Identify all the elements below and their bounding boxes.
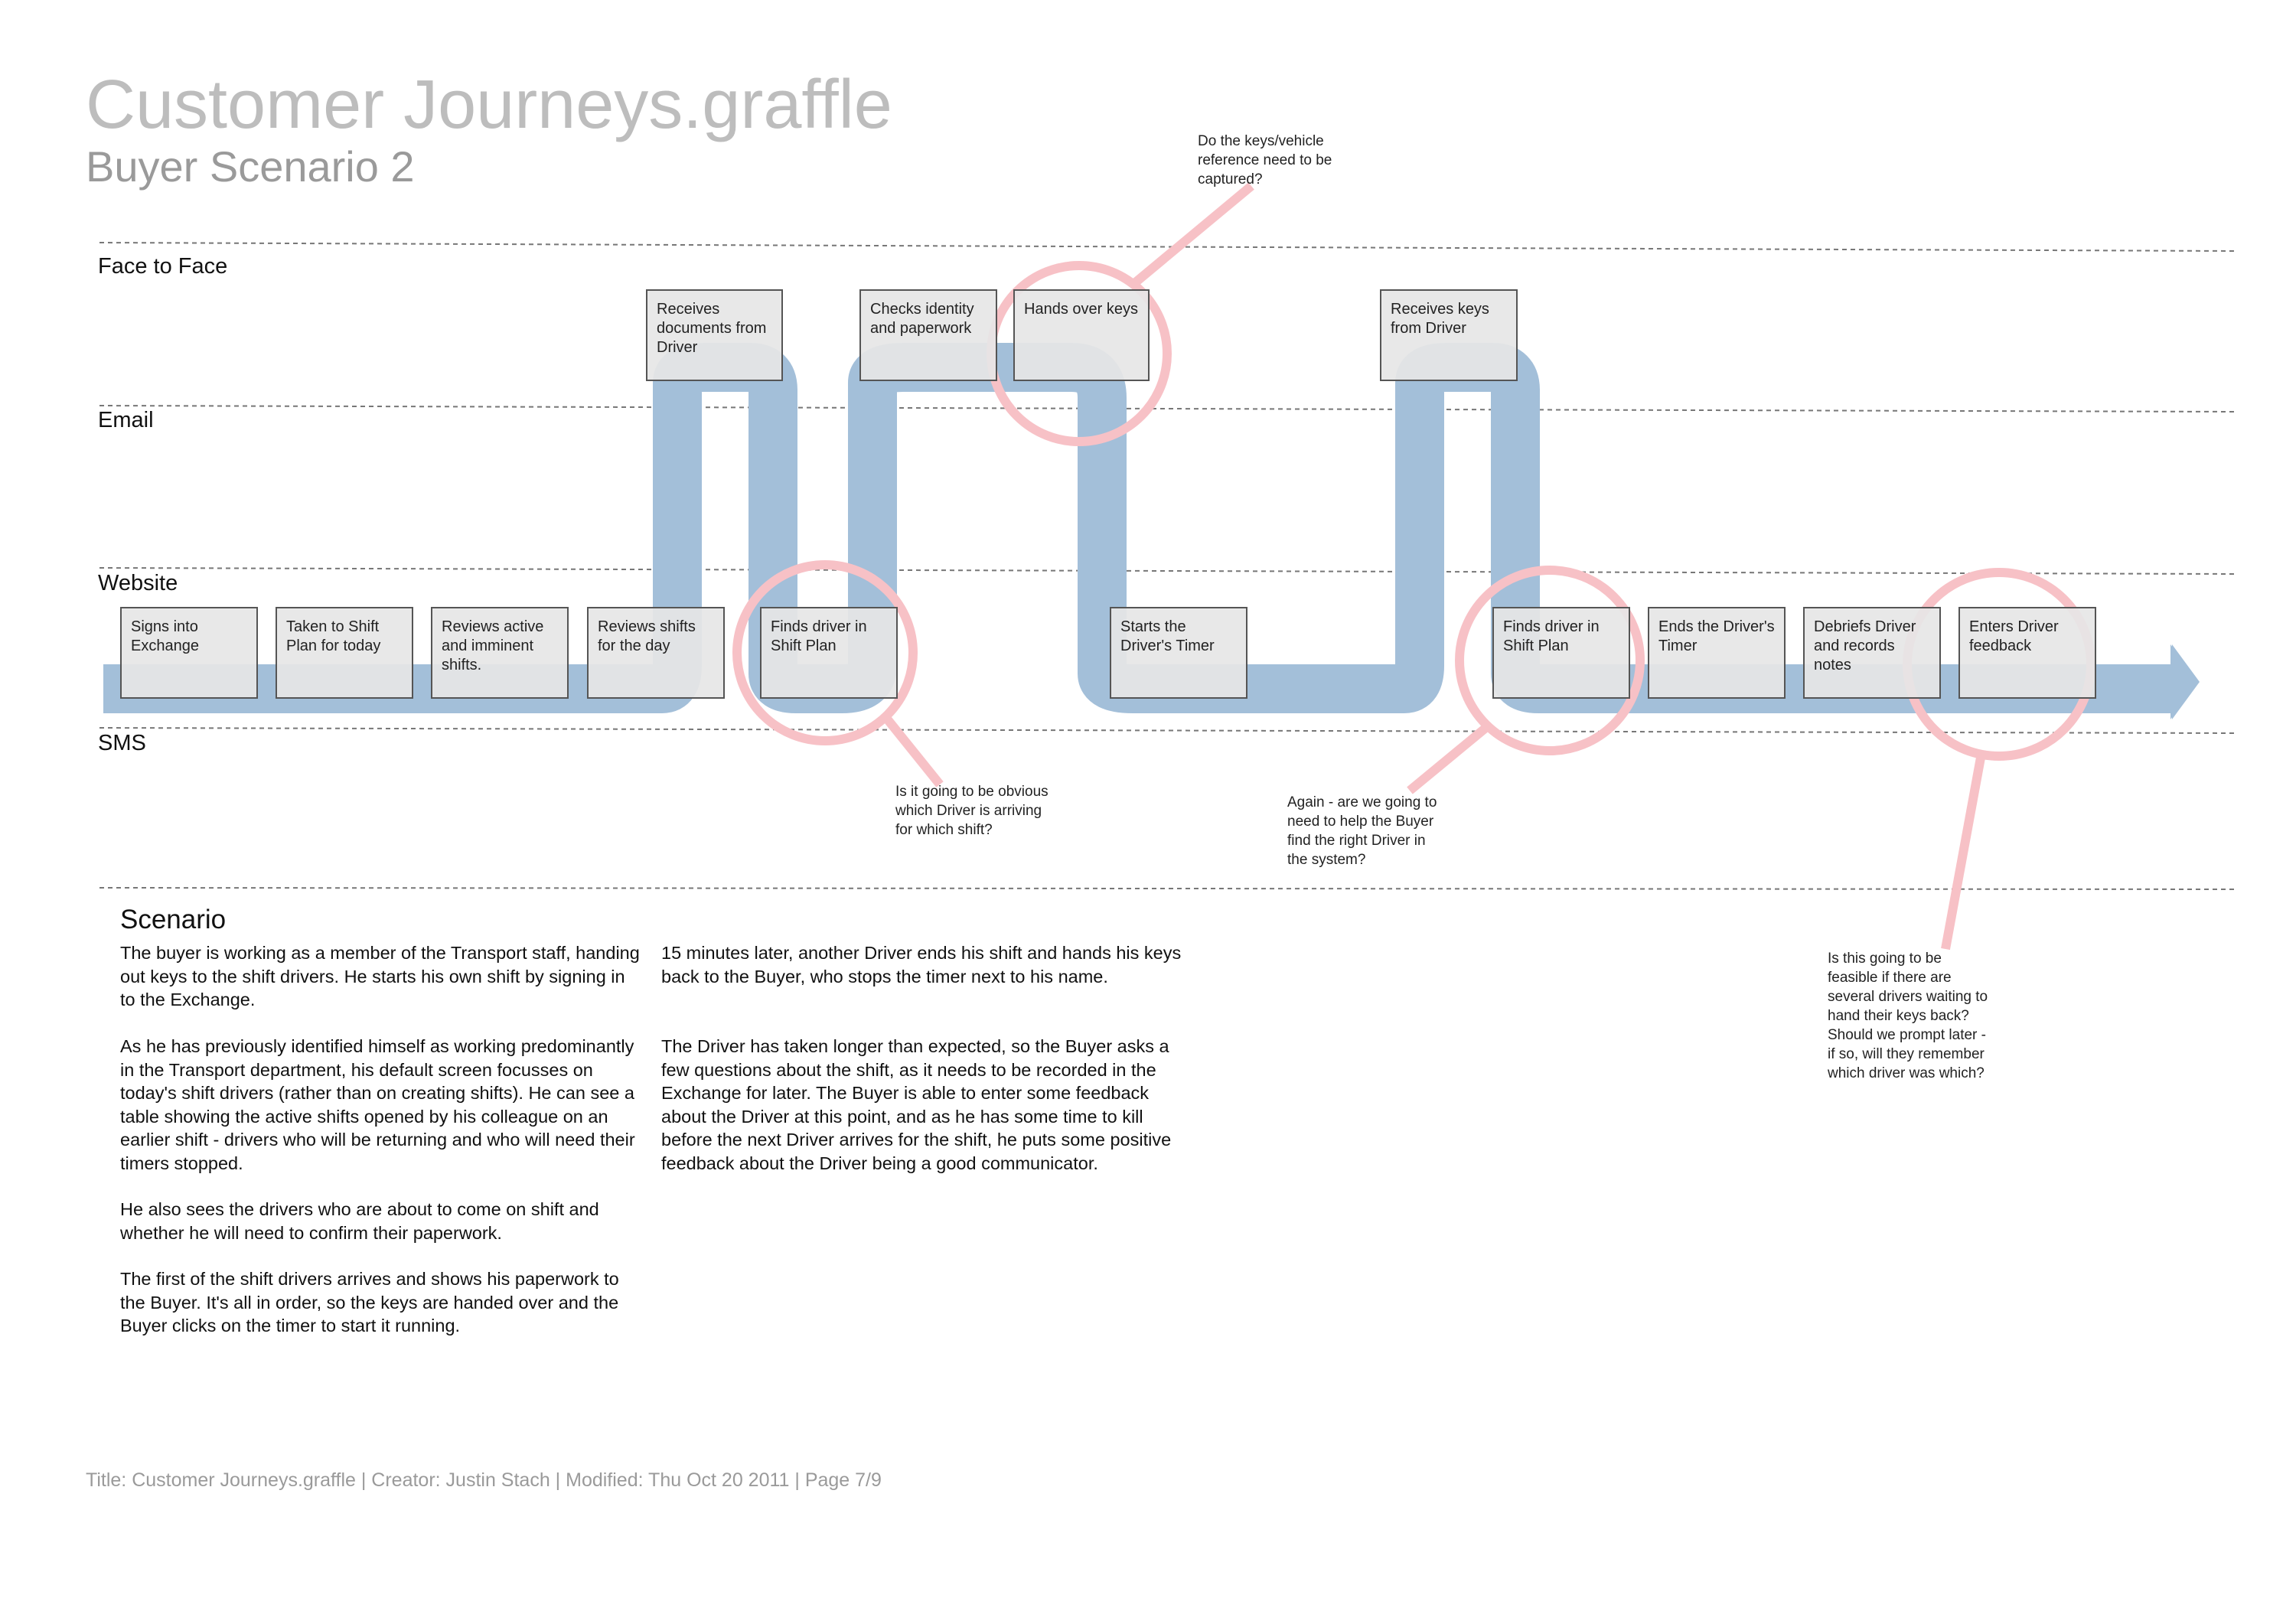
page-title: Customer Journeys.graffle: [86, 67, 892, 143]
divider-email-website: [99, 568, 2235, 574]
step-reviews-shifts-for-day: Reviews shifts for the day: [587, 607, 725, 699]
scenario-heading: Scenario: [120, 905, 227, 934]
highlight-callout-keys: [1133, 186, 1251, 285]
step-finds-driver-2: Finds driver in Shift Plan: [1492, 607, 1630, 699]
step-checks-identity: Checks identity and paperwork: [859, 289, 997, 381]
scenario-paragraph: As he has previously identified himself as working predominantly in the Transport department, his default screen focusses on today's shift drivers (rather than on creating shifts). He can see a table showing the active shifts opened by his colleague on an earlier shift - drivers who will be returning and who will need their timers stopped.: [120, 1036, 635, 1173]
note-feasible-waiting: Is this going to be feasible if there are several drivers waiting to hand their keys back? Should we prompt later - if so, will they remember which driver was which?: [1828, 951, 1988, 1081]
scenario-paragraph: The buyer is working as a member of the Transport staff, handing out keys to the shift drivers. He starts his own shift by signing in to the Exchange.: [120, 943, 640, 1009]
lane-label-email: Email: [98, 408, 154, 432]
scenario-paragraph: 15 minutes later, another Driver ends his shift and hands his keys back to the Buyer, who stops the timer next to his name.: [661, 943, 1182, 986]
divider-face-email: [99, 406, 2235, 412]
lane-label-face-to-face: Face to Face: [98, 254, 228, 279]
step-hands-over-keys: Hands over keys: [1013, 289, 1150, 381]
divider-sms-scenario: [99, 888, 2235, 889]
page-subtitle: Buyer Scenario 2: [86, 142, 415, 191]
step-enters-feedback: Enters Driver feedback: [1958, 607, 2096, 699]
note-keys-reference: Do the keys/vehicle reference need to be captured?: [1198, 133, 1332, 188]
divider-website-sms: [99, 728, 2235, 733]
step-debriefs-driver: Debriefs Driver and records notes: [1803, 607, 1941, 699]
page-footer: Title: Customer Journeys.graffle | Creator: Justin Stach | Modified: Thu Oct 20 2011 | Page 7/9: [86, 1469, 882, 1491]
lane-label-sms: SMS: [98, 731, 146, 755]
divider-top: [99, 243, 2235, 251]
step-receives-documents: Receives documents from Driver: [646, 289, 783, 381]
journey-arrowhead-tip: [2170, 644, 2198, 719]
highlight-callout-feedback: [1945, 758, 1981, 949]
scenario-paragraph: He also sees the drivers who are about to come on shift and whether he will need to confirm their paperwork.: [120, 1199, 599, 1243]
step-signs-into-exchange: Signs into Exchange: [120, 607, 258, 699]
step-receives-keys: Receives keys from Driver: [1380, 289, 1518, 381]
highlight-callout-finds-driver-2: [1410, 726, 1489, 791]
scenario-paragraph: The first of the shift drivers arrives and shows his paperwork to the Buyer. It's all in order, so the keys are handed over and the Buyer clicks on the timer to start it running.: [120, 1269, 619, 1335]
step-reviews-active-shifts: Reviews active and imminent shifts.: [431, 607, 569, 699]
note-help-buyer-find: Again - are we going to need to help the Buyer find the right Driver in the system?: [1287, 794, 1437, 868]
note-obvious-driver: Is it going to be obvious which Driver is arriving for which shift?: [895, 784, 1049, 838]
scenario-paragraph: The Driver has taken longer than expected, so the Buyer asks a few questions about the shift, as it needs to be recorded in the Exchange for later. The Buyer is able to enter some feedback about the Driver at this point, and as he has some time to kill before the next Driver arrives for the shift, he puts some positive feedback about the Driver being a good communicator.: [661, 1036, 1172, 1173]
lane-label-website: Website: [98, 571, 178, 595]
step-starts-timer: Starts the Driver's Timer: [1110, 607, 1247, 699]
highlight-callout-finds-driver-1: [886, 718, 940, 784]
step-ends-timer: Ends the Driver's Timer: [1648, 607, 1786, 699]
step-finds-driver-1: Finds driver in Shift Plan: [760, 607, 898, 699]
step-taken-to-shift-plan: Taken to Shift Plan for today: [276, 607, 413, 699]
